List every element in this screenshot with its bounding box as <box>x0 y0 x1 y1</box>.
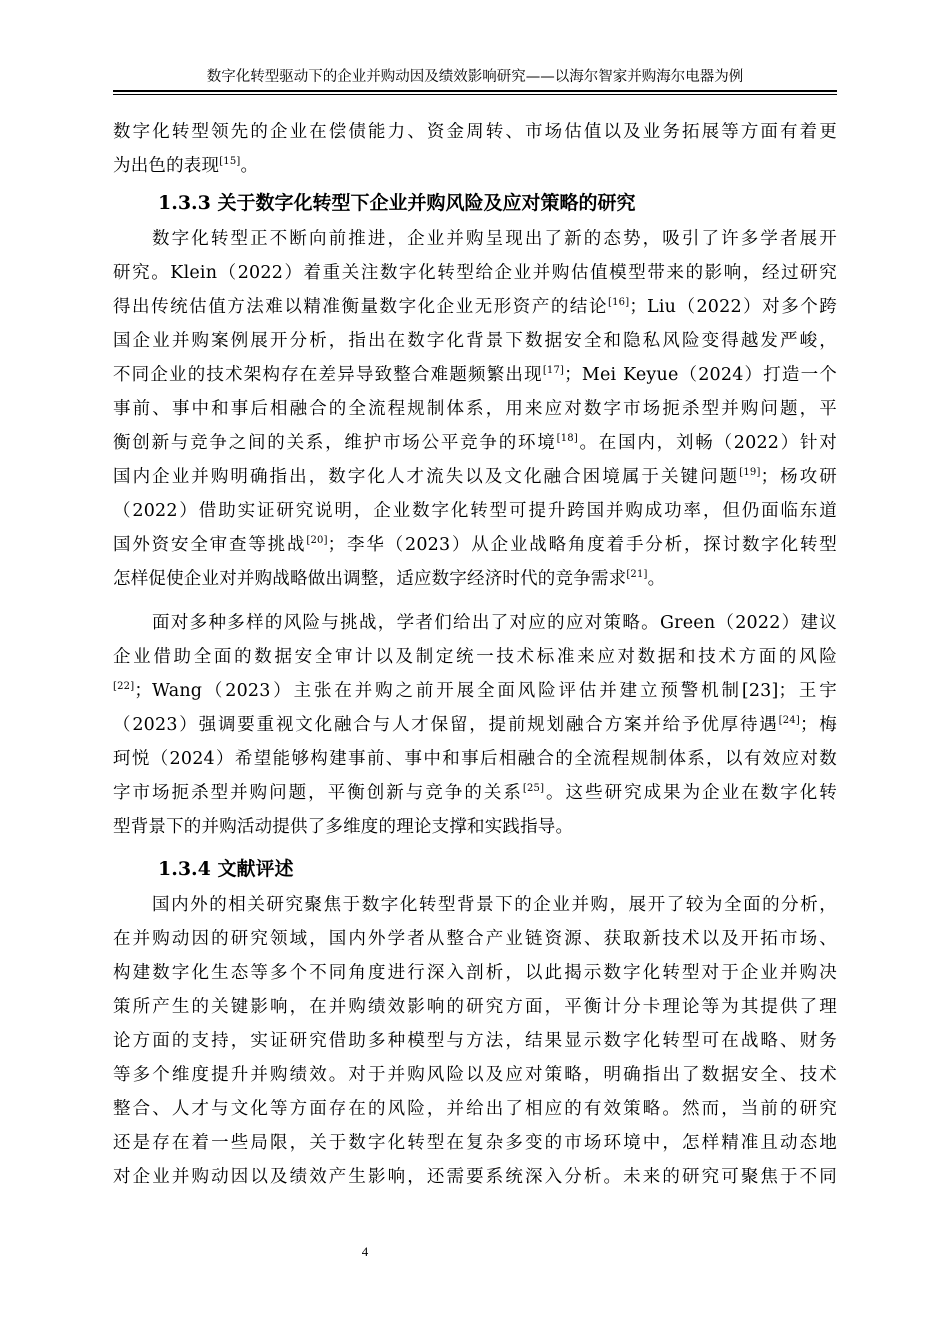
text-line <box>113 256 837 290</box>
line-text: 策所产生的关键影响，在并购绩效影响的研究方面，平衡计分卡理论等为其提供了理 <box>113 997 837 1017</box>
line-text: 国企业并购案例展开分析，指出在数字化背景下数据安全和隐私风险变得越发严峻， <box>113 331 837 351</box>
text-line <box>113 1092 837 1126</box>
text-line <box>113 290 837 324</box>
text-line <box>113 358 837 392</box>
line-text: 得出传统估值方法难以精准衡量数字化企业无形资产的结论 <box>113 297 608 317</box>
text-line <box>113 1024 837 1058</box>
page-number: 4 <box>361 1244 369 1259</box>
line-text: 国外资安全审查等挑战 <box>113 535 307 555</box>
text-line <box>113 810 837 844</box>
text-line <box>113 1160 837 1194</box>
text-line <box>113 149 837 183</box>
text-line <box>113 528 837 562</box>
line-text: 数字化转型领先的企业在偿债能力、资金周转、市场估值以及业务拓展等方面有着更 <box>113 122 837 142</box>
text-line <box>113 922 837 956</box>
text-line <box>113 460 837 494</box>
section-heading-1-3-3: 1.3.3 关于数字化转型下企业并购风险及应对策略的研究 <box>158 192 636 214</box>
line-text: 在并购动因的研究领域，国内外学者从整合产业链资源、获取新技术以及开拓市场、 <box>113 929 837 949</box>
line-text: 国内企业并购明确指出，数字化人才流失以及文化融合困境属于关键问题 <box>113 467 740 487</box>
section-heading-1-3-4: 1.3.4 文献评述 <box>158 858 294 880</box>
citation-marker: [25] <box>522 783 545 794</box>
header-rule-thin <box>113 94 837 95</box>
text-line <box>113 640 837 674</box>
text-line <box>113 562 837 596</box>
citation-marker: [18] <box>556 433 578 444</box>
citation-marker: [21] <box>626 569 648 580</box>
citation-marker: [24] <box>778 715 800 726</box>
text-line <box>113 115 837 149</box>
line-text: 不同企业的技术架构存在差异导致整合难题频繁出现 <box>113 365 543 385</box>
citation-marker: [16] <box>607 297 630 308</box>
line-text: 。在国内，刘畅（2022）针对 <box>577 433 837 453</box>
line-text: 研究。Klein（2022）着重关注数字化转型给企业并购估值模型带来的影响，经过研究 <box>113 263 837 283</box>
text-line <box>113 494 837 528</box>
running-header: 数字化转型驱动下的企业并购动因及绩效影响研究——以海尔智家并购海尔电器为例 <box>206 69 744 85</box>
text-line <box>152 606 837 640</box>
line-text: 。 <box>240 156 259 176</box>
line-text: 珂悦（2024）希望能够构建事前、事中和事后相融合的全流程规制体系，以有效应对数 <box>113 749 837 769</box>
text-line <box>113 708 837 742</box>
text-line <box>152 222 837 256</box>
line-text: 。这些研究成果为企业在数字化转 <box>544 783 837 803</box>
text-line <box>113 1058 837 1092</box>
text-line <box>152 888 837 922</box>
line-text: ；Wang（2023）主张在并购之前开展全面风险评估并建立预警机制[23]；王宇 <box>134 681 837 701</box>
line-text: 怎样促使企业对并购战略做出调整，适应数字经济时代的竞争需求 <box>113 569 627 589</box>
line-text: 国内外的相关研究聚焦于数字化转型背景下的企业并购，展开了较为全面的分析， <box>152 895 837 915</box>
line-text: 为出色的表现 <box>113 156 220 176</box>
line-text: ；Mei Keyue（2024）打造一个 <box>564 365 837 385</box>
text-line <box>113 324 837 358</box>
line-text: 数字化转型正不断向前推进，企业并购呈现出了新的态势，吸引了许多学者展开 <box>152 229 837 249</box>
text-line <box>113 956 837 990</box>
line-text: （2022）借助实证研究说明，企业数字化转型可提升跨国并购成功率，但仍面临东道 <box>113 501 837 521</box>
citation-marker: [19] <box>739 467 761 478</box>
citation-marker: [17] <box>542 365 565 376</box>
line-text: 整合、人才与文化等方面存在的风险，并给出了相应的有效策略。然而，当前的研究 <box>113 1099 837 1119</box>
line-text: （2023）强调要重视文化融合与人才保留，提前规划融合方案并给予优厚待遇 <box>113 715 779 735</box>
line-text: 。 <box>647 569 666 589</box>
citation-marker: [22] <box>113 681 135 692</box>
line-text: 事前、事中和事后相融合的全流程规制体系，用来应对数字市场扼杀型并购问题，平 <box>113 399 837 419</box>
text-line <box>113 674 837 708</box>
text-line <box>113 426 837 460</box>
line-text: 衡创新与竞争之间的关系，维护市场公平竞争的环境 <box>113 433 557 453</box>
line-text: ；Liu（2022）对多个跨 <box>629 297 838 317</box>
header-rule-thick <box>113 90 837 92</box>
line-text: 字市场扼杀型并购问题，平衡创新与竞争的关系 <box>113 783 523 803</box>
line-text: ；李华（2023）从企业战略角度着手分析，探讨数字化转型 <box>327 535 838 555</box>
text-line <box>113 990 837 1024</box>
text-line <box>113 742 837 776</box>
text-line <box>113 1126 837 1160</box>
line-text: 论方面的支持，实证研究借助多种模型与方法，结果显示数字化转型可在战略、财务 <box>113 1031 837 1051</box>
text-line <box>113 392 837 426</box>
line-text: 面对多种多样的风险与挑战，学者们给出了对应的应对策略。Green（2022）建议 <box>152 613 837 633</box>
line-text: 对企业并购动因以及绩效产生影响，还需要系统深入分析。未来的研究可聚焦于不同 <box>113 1167 837 1187</box>
citation-marker: [15] <box>219 156 241 167</box>
text-line <box>113 776 837 810</box>
line-text: ；梅 <box>799 715 838 735</box>
line-text: 企业借助全面的数据安全审计以及制定统一技术标准来应对数据和技术方面的风险 <box>113 647 837 667</box>
line-text: 还是存在着一些局限，关于数字化转型在复杂多变的市场环境中，怎样精准且动态地 <box>113 1133 837 1153</box>
line-text: ；杨攻研 <box>760 467 837 487</box>
line-text: 等多个维度提升并购绩效。对于并购风险以及应对策略，明确指出了数据安全、技术 <box>113 1065 837 1085</box>
line-text: 型背景下的并购活动提供了多维度的理论支撑和实践指导。 <box>113 817 574 837</box>
line-text: 构建数字化生态等多个不同角度进行深入剖析，以此揭示数字化转型对于企业并购决 <box>113 963 837 983</box>
citation-marker: [20] <box>306 535 328 546</box>
